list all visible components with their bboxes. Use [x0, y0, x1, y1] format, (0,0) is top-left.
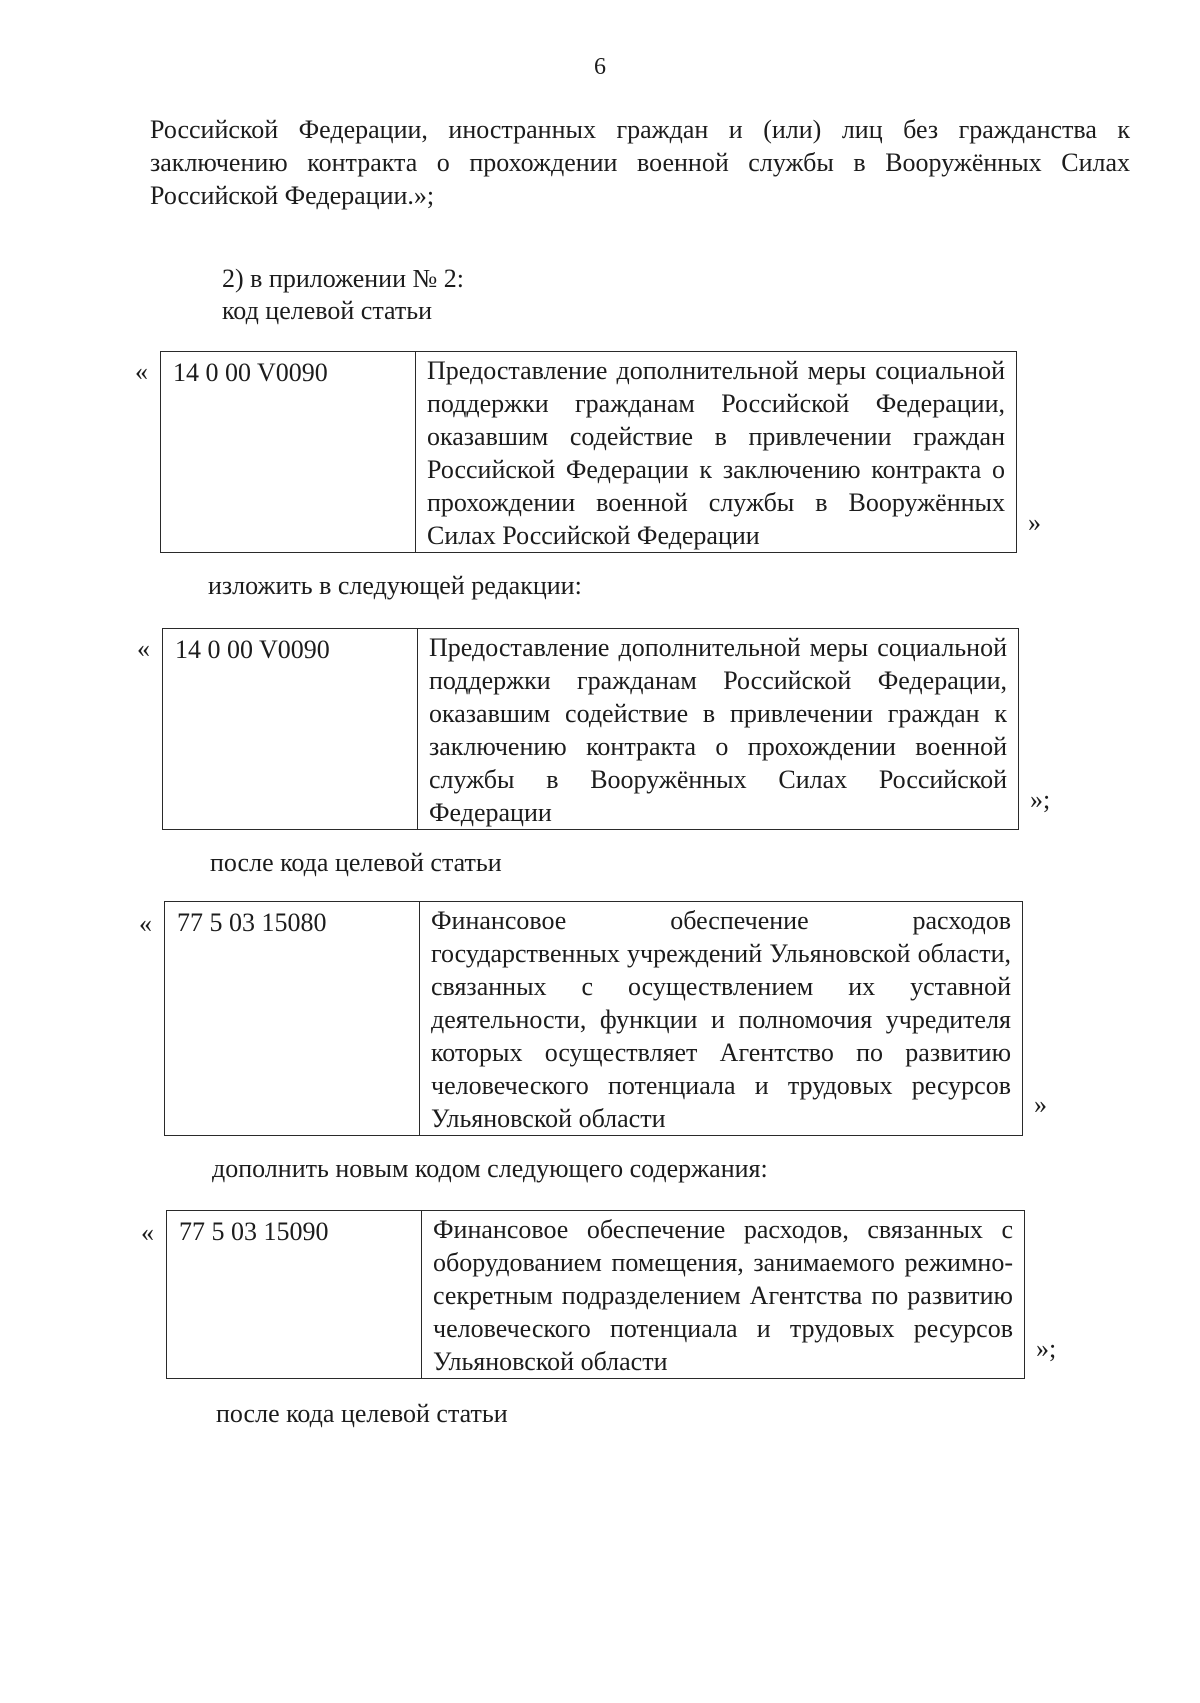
code-table-1 — [160, 351, 1017, 553]
instruction-after-code-1: после кода целевой статьи — [210, 848, 502, 877]
description-cell: Предоставление дополнительной меры социальной поддержки гражданам Российской Федерации, оказавшим содействие в привлечении граждан Российской Федерации к заключению контракта о прохождении военной службы в Вооружённых Силах Российской Федерации — [416, 352, 1017, 553]
description-cell: Предоставление дополнительной меры социальной поддержки гражданам Российской Федерации, оказавшим содействие в привлечении граждан к заключению контракта о прохождении военной службы в Вооружённых Силах Российской Федерации — [418, 629, 1019, 830]
section-item: 2) в приложении № 2: — [222, 264, 465, 293]
close-quote: »; — [1030, 785, 1051, 814]
intro-paragraph: Российской Федерации, иностранных граждан и (или) лиц без гражданства к заключению контракта о прохождении военной службы в Вооружённых Силах Российской Федерации.»; — [150, 115, 1130, 210]
section-label: код целевой статьи — [222, 296, 432, 325]
instruction-add-new: дополнить новым кодом следующего содержания: — [212, 1154, 768, 1183]
code-table-2 — [162, 628, 1019, 830]
open-quote: « — [137, 634, 150, 663]
description-cell: Финансовое обеспечение расходов государственных учреждений Ульяновской области, связанных с осуществлением их уставной деятельности, функции и полномочия учредителя которых осуществляет Агентство по развитию человеческого потенциала и трудовых ресурсов Ульяновской области — [420, 902, 1023, 1136]
table-row — [165, 902, 1023, 1136]
code-cell: 77 5 03 15080 — [165, 902, 420, 1136]
table-row — [163, 629, 1019, 830]
code-cell: 14 0 00 V0090 — [163, 629, 418, 830]
code-cell: 77 5 03 15090 — [167, 1211, 422, 1379]
code-cell: 14 0 00 V0090 — [161, 352, 416, 553]
close-quote: » — [1028, 508, 1041, 537]
code-table-3 — [164, 901, 1023, 1136]
open-quote: « — [141, 1218, 154, 1247]
close-quote: » — [1034, 1090, 1047, 1119]
code-table-4 — [166, 1210, 1025, 1379]
instruction-edit: изложить в следующей редакции: — [208, 571, 582, 600]
open-quote: « — [139, 909, 152, 938]
instruction-after-code-2: после кода целевой статьи — [216, 1399, 508, 1428]
table-row — [167, 1211, 1025, 1379]
description-cell: Финансовое обеспечение расходов, связанных с оборудованием помещения, занимаемого режимно-секретным подразделением Агентства по развитию человеческого потенциала и трудовых ресурсов Ульяновской области — [422, 1211, 1025, 1379]
page-number: 6 — [594, 54, 606, 80]
table-row — [161, 352, 1017, 553]
close-quote: »; — [1036, 1334, 1057, 1363]
open-quote: « — [135, 357, 148, 386]
